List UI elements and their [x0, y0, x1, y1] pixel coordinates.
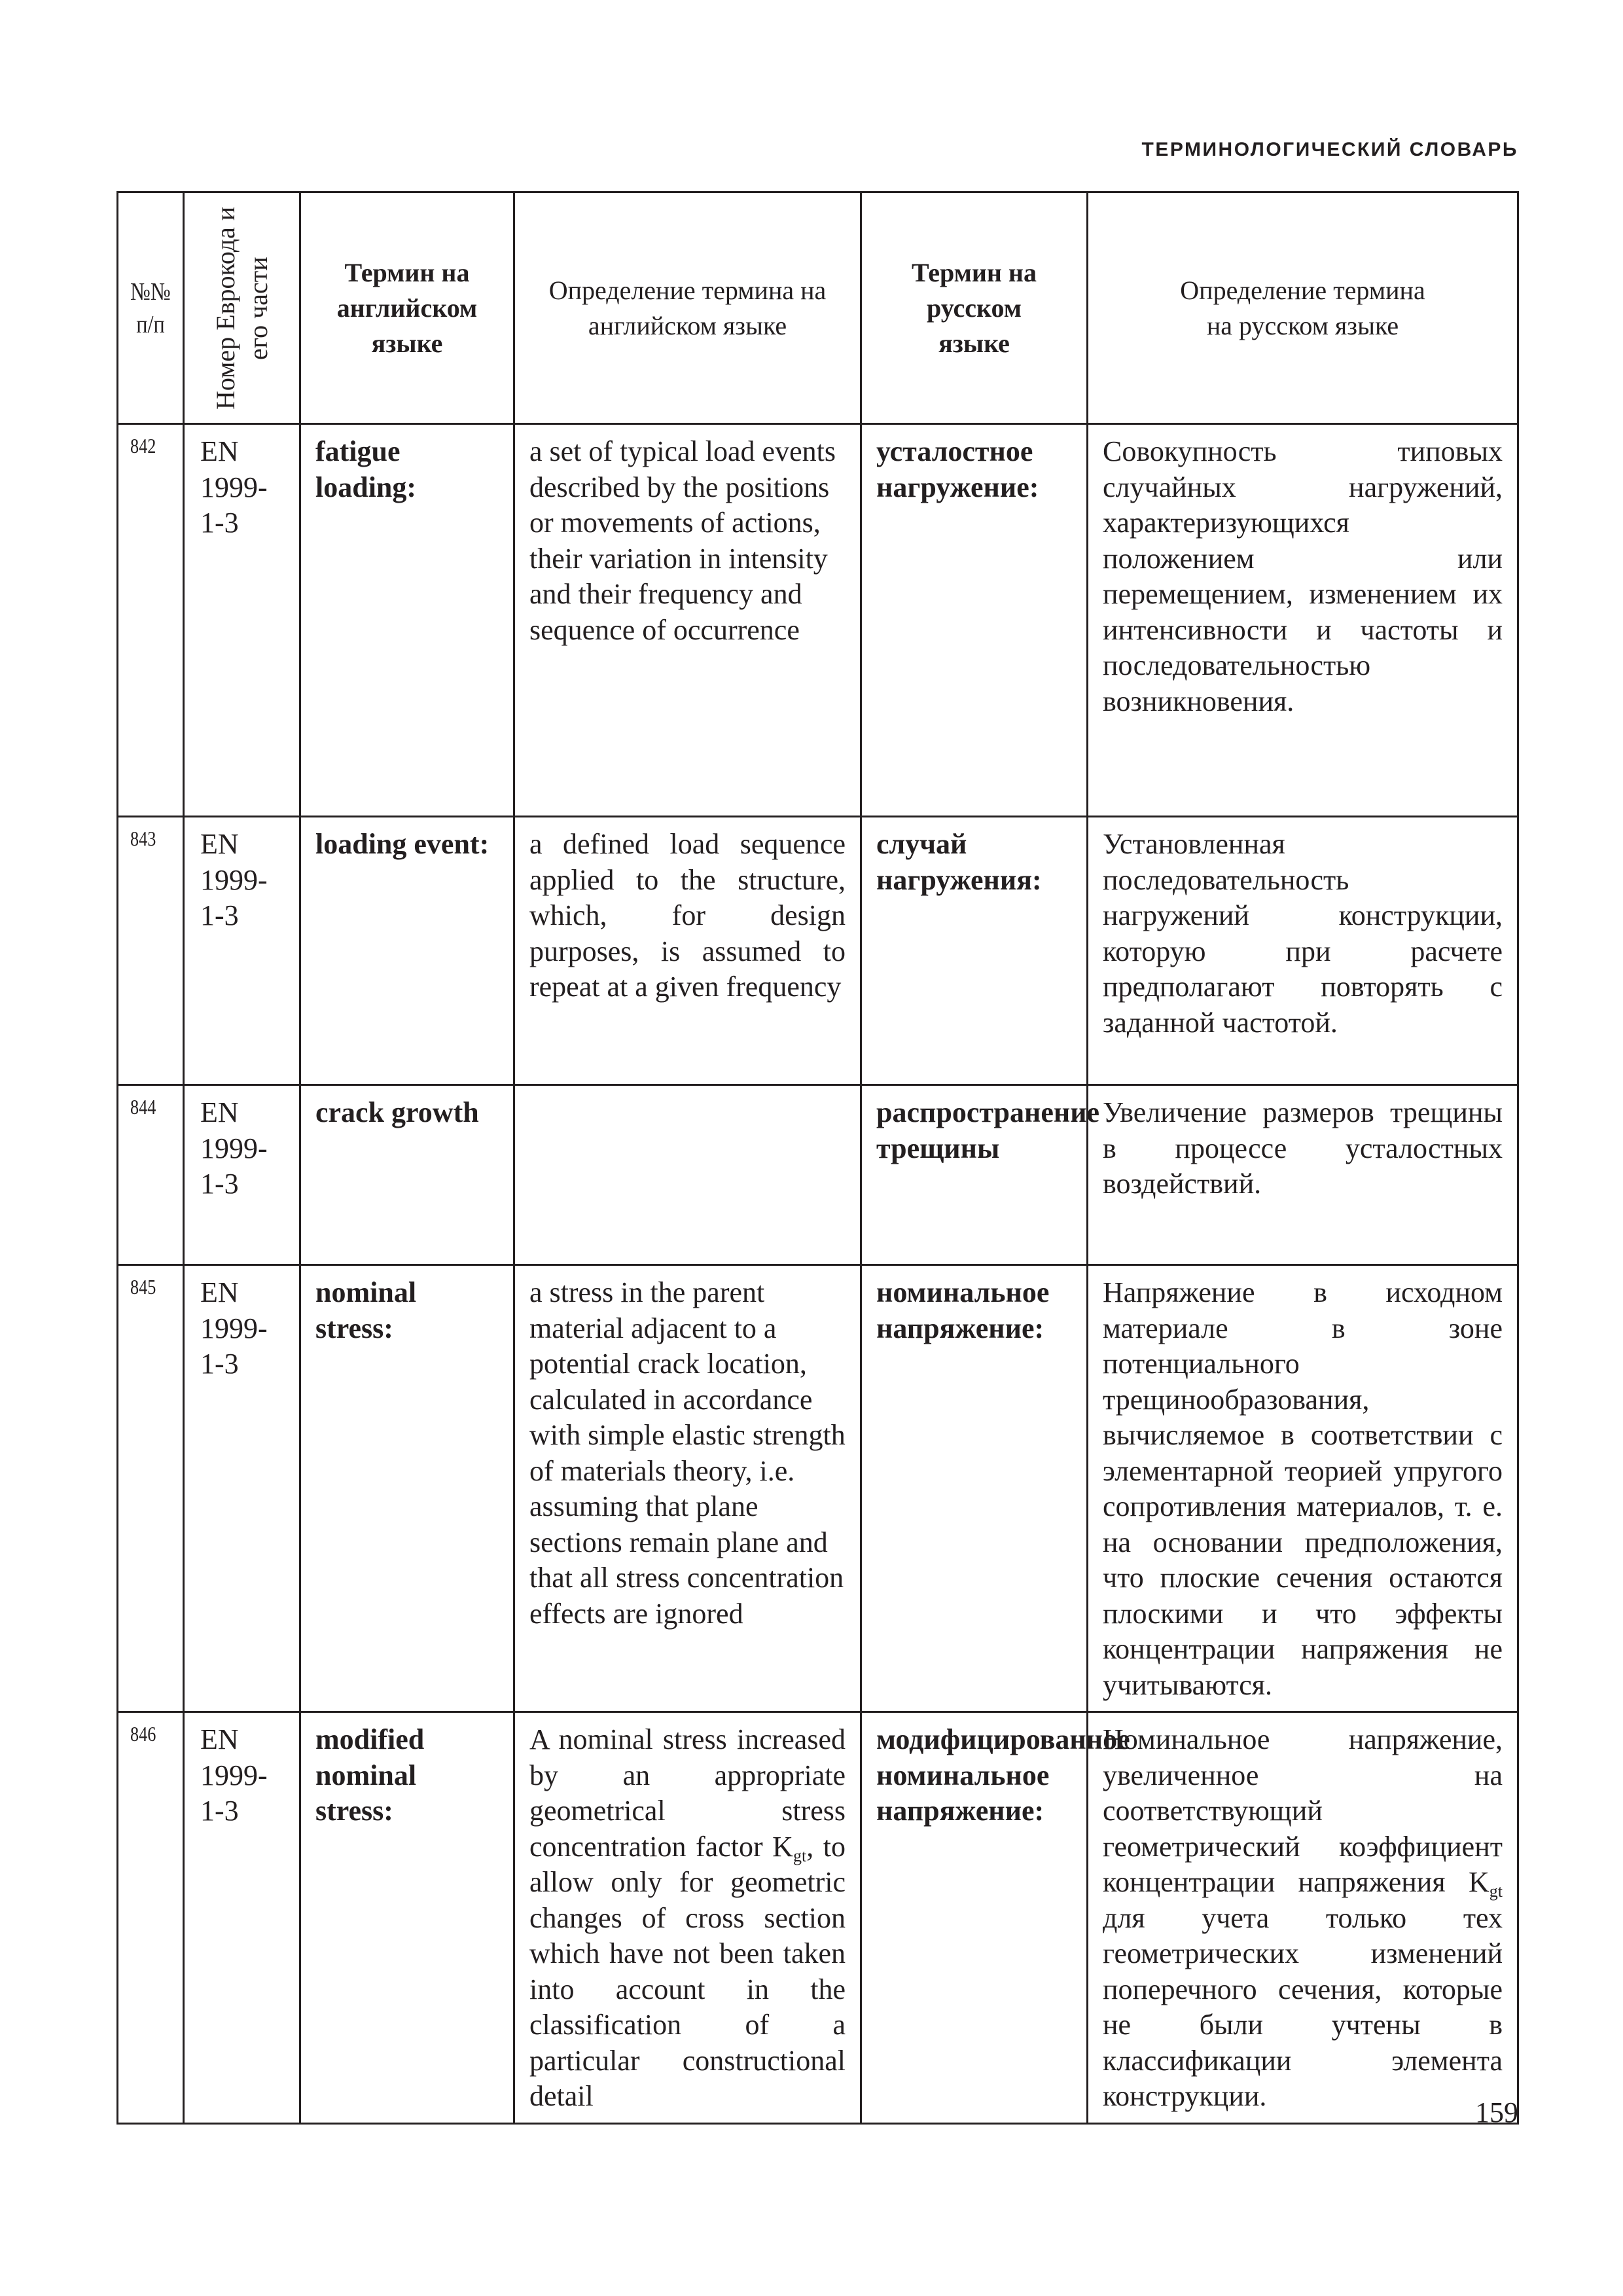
- row-definition-ru: Совокупность типовых случайных нагружений, характеризующихся положением или перемещением, изменением их интенсивности и частоты и последовательностью возникновения.: [1088, 424, 1518, 817]
- header-definition-ru: Определение термина на русском языке: [1088, 192, 1518, 424]
- definition-ru-subscript: gt: [1489, 1882, 1503, 1901]
- row-term-ru: усталостное нагружение:: [861, 424, 1088, 817]
- row-definition-ru: Напряжение в исходном материале в зоне потенциального трещинообразования, вычисляемое в соответствии с элементарной теорией упругого сопротивления материалов, т. е. на основании предположения, что плоские сечения остаются плоскими и что эффекты концентрации напряжения не учитываются.: [1088, 1265, 1518, 1712]
- definition-en-subscript: gt: [793, 1846, 807, 1865]
- table-row: [118, 424, 1518, 817]
- row-num: 842: [118, 424, 184, 817]
- header-term-en: Термин на английском языке: [300, 192, 514, 424]
- row-term-en: loading event:: [300, 817, 514, 1085]
- header-eurocode: Номер Еврокода и его части: [184, 192, 300, 424]
- definition-ru-text-b: для учета только тех геометрических изменений поперечного сечения, которые не были учтены в классификации элемента конструкции.: [1103, 1901, 1503, 2112]
- row-term-en: crack growth: [300, 1085, 514, 1265]
- row-num: 844: [118, 1085, 184, 1265]
- row-eurocode: EN 1999-1-3: [184, 817, 300, 1085]
- row-term-ru: случай нагружения:: [861, 817, 1088, 1085]
- definition-en-text-b: , to allow only for geometric changes of cross section which have not been taken into account in the classification of a particular constructional detail: [529, 1830, 846, 2112]
- row-term-ru: распространение трещины: [861, 1085, 1088, 1265]
- table-row: [118, 817, 1518, 1085]
- row-eurocode: EN 1999-1-3: [184, 1265, 300, 1712]
- table-header-row: [118, 192, 1518, 424]
- header-definition-en: Определение термина на английском языке: [514, 192, 861, 424]
- row-term-ru: номинальное напряжение:: [861, 1265, 1088, 1712]
- definition-ru-text-a: Номинальное напряжение, увеличенное на соответствующий геометрический коэффициент концентрации напряжения K: [1103, 1723, 1503, 1898]
- row-term-ru: модифицированное номинальное напряжение:: [861, 1712, 1088, 2124]
- running-title: ТЕРМИНОЛОГИЧЕСКИЙ СЛОВАРЬ: [1141, 139, 1518, 160]
- row-term-en: fatigue loading:: [300, 424, 514, 817]
- row-definition-ru: [1088, 1712, 1518, 2124]
- row-num: 845: [118, 1265, 184, 1712]
- row-definition-ru: Увеличение размеров трещины в процессе усталостных воздействий.: [1088, 1085, 1518, 1265]
- row-eurocode: EN 1999-1-3: [184, 424, 300, 817]
- definition-en-text-a: A nominal stress increased by an appropriate geometrical stress concentration factor K: [529, 1723, 846, 1863]
- page-number: 159: [1475, 2096, 1518, 2128]
- row-eurocode: EN 1999-1-3: [184, 1085, 300, 1265]
- row-definition-en: a set of typical load events described by the positions or movements of actions, their variation in intensity and their frequency and sequence of occurrence: [514, 424, 861, 817]
- row-eurocode: EN 1999-1-3: [184, 1712, 300, 2124]
- row-num: 846: [118, 1712, 184, 2124]
- row-definition-ru: Установленная последовательность нагружений конструкции, которую при расчете предполагают повторять с заданной частотой.: [1088, 817, 1518, 1085]
- table-row: [118, 1265, 1518, 1712]
- row-term-en: modified nominal stress:: [300, 1712, 514, 2124]
- row-definition-en: [514, 1712, 861, 2124]
- table-row: [118, 1085, 1518, 1265]
- row-num: 843: [118, 817, 184, 1085]
- table-row: [118, 1712, 1518, 2124]
- header-num: №№ п/п: [118, 192, 184, 424]
- row-definition-en: [514, 1085, 861, 1265]
- row-definition-en: a stress in the parent material adjacent to a potential crack location, calculated in accordance with simple elastic strength of materials theory, i.e. assuming that plane sections remain plane and that all stress concentration effects are ignored: [514, 1265, 861, 1712]
- glossary-table: [116, 191, 1519, 2125]
- row-term-en: nominal stress:: [300, 1265, 514, 1712]
- row-definition-en: a defined load sequence applied to the structure, which, for design purposes, is assumed to repeat at a given frequency: [514, 817, 861, 1085]
- header-term-ru: Термин на русском языке: [861, 192, 1088, 424]
